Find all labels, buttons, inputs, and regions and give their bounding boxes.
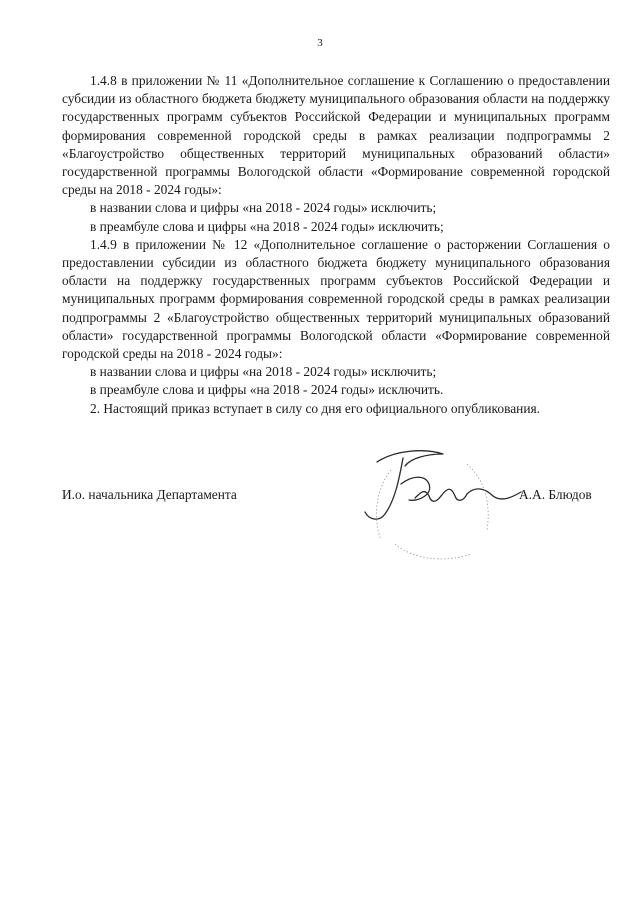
document-body xyxy=(62,72,610,418)
handwritten-signature xyxy=(355,440,525,590)
paragraph-1-4-8: 1.4.8 в приложении № 11 «Дополнительное соглашение к Соглашению о предоставлении субсидии из областного бюджета бюджету муниципального образования области на поддержку государственных программ субъектов Российской Федерации и муниципальных программ формирования современной городской среды в рамках реализации подпрограммы 2 «Благоустройство общественных территорий муниципальных образований области» государственной программы Вологодской области «Формирование современной городской среды на 2018 - 2024 годы»: xyxy=(62,73,610,198)
paragraph-effective-date: 2. Настоящий приказ вступает в силу со дня его официального опубликования. xyxy=(90,400,540,416)
paragraph-1-4-9: 1.4.9 в приложении № 12 «Дополнительное соглашение о расторжении Соглашения о предоставлении субсидии из областного бюджета бюджету муниципального образования области на поддержку государственных программ субъектов Российской Федерации и муниципальных программ формирования современной городской среды в рамках реализации подпрограммы 2 «Благоустройство общественных территорий муниципальных образований области» государственной программы Вологодской области «Формирование современной городской среды на 2018 - 2024 годы»: xyxy=(62,236,610,362)
signatory-name: А.А. Блюдов xyxy=(519,487,592,502)
page-number: 3 xyxy=(317,37,323,49)
paragraph-exclude-title-11: в названии слова и цифры «на 2018 - 2024 годы» исключить; xyxy=(90,200,437,216)
paragraph-exclude-preamble-11: в преамбуле слова и цифры «на 2018 - 2024 годы» исключить; xyxy=(90,218,444,234)
signatory-position: И.о. начальника Департамента xyxy=(62,487,237,502)
paragraph-exclude-title-12: в названии слова и цифры «на 2018 - 2024 годы» исключить; xyxy=(90,364,437,380)
paragraph-exclude-preamble-12: в преамбуле слова и цифры «на 2018 - 2024 годы» исключить. xyxy=(90,382,444,398)
